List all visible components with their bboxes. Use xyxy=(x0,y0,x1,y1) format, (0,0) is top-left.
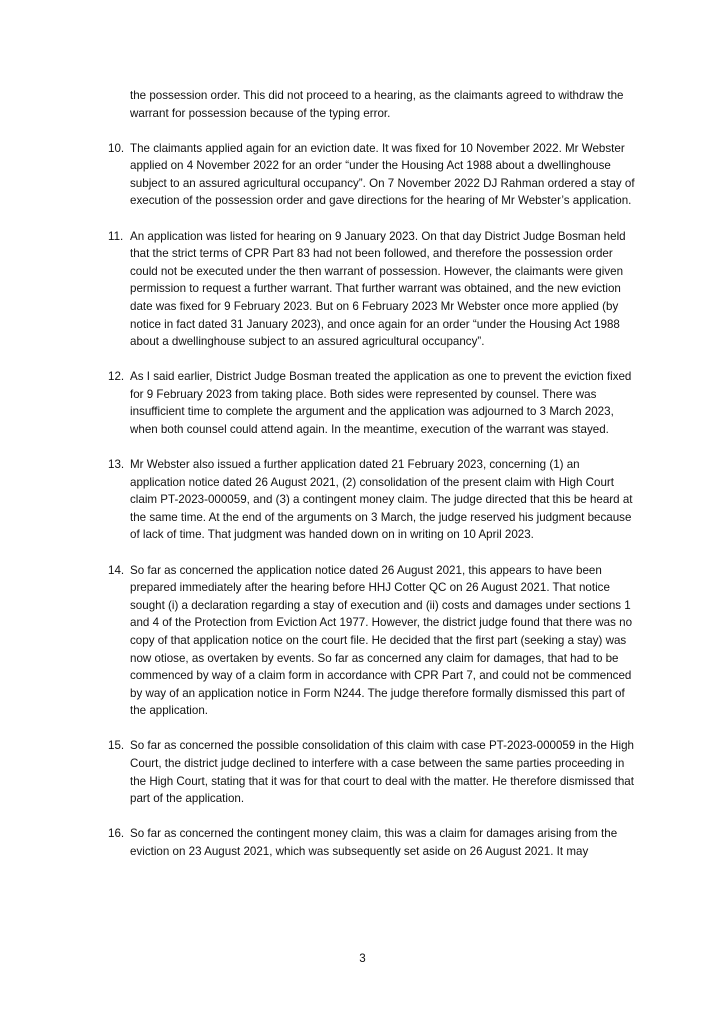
paragraph-number: 12. xyxy=(108,370,125,384)
paragraph-text: The claimants applied again for an eviction date. It was fixed for 10 November 2022. Mr Webster applied on 4 November 2022 for an order “under the Housing Act 1988 about a dwellinghouse subject to an assured agricultural occupancy”. On 7 November 2022 DJ Rahman ordered a stay of execution of the possession order and gave directions for the hearing of Mr Webster’s application. xyxy=(130,141,635,208)
paragraph-text: Mr Webster also issued a further application dated 21 February 2023, concerning (1) an application notice dated 26 August 2021, (2) consolidation of the present claim with High Court claim PT-2023-000059, and (3) a contingent money claim. The judge directed that this be heard at the same time. At the end of the arguments on 3 March, the judge reserved his judgment because of lack of time. That judgment was handed down on in writing on 10 April 2023. xyxy=(130,458,633,542)
numbered-paragraph-15 xyxy=(108,737,638,807)
document-body xyxy=(108,87,638,878)
continuation-text: the possession order. This did not proceed to a hearing, as the claimants agreed to withdraw the warrant for possession because of the typing error. xyxy=(130,89,624,120)
paragraph-number: 15. xyxy=(108,739,125,753)
paragraph-number: 14. xyxy=(108,563,125,577)
paragraph-number: 11. xyxy=(108,229,124,243)
numbered-paragraph-16 xyxy=(108,825,638,860)
numbered-paragraph-13 xyxy=(108,456,638,544)
paragraph-number: 10. xyxy=(108,141,125,155)
paragraph-text: So far as concerned the possible consolidation of this claim with case PT-2023-000059 in the High Court, the district judge declined to interfere with a case between the same parties proceeding in the High Court, stating that it was for that court to deal with the matter. He therefore dismissed that part of the application. xyxy=(130,739,634,806)
numbered-paragraph-10 xyxy=(108,140,638,210)
numbered-paragraph-11 xyxy=(108,228,638,351)
paragraph-text: So far as concerned the application notice dated 26 August 2021, this appears to have been prepared immediately after the hearing before HHJ Cotter QC on 26 August 2021. That notice sought (i) a declaration regarding a stay of execution and (ii) costs and damages under sections 1 and 4 of the Protection from Eviction Act 1977. However, the district judge found that there was no copy of that application notice on the court file. He decided that the first part (seeking a stay) was now otiose, as overtaken by events. So far as concerned any claim for damages, that had to be commenced by way of a claim form in accordance with CPR Part 7, and could not be commenced by way of an application notice in Form N244. The judge therefore formally dismissed this part of the application. xyxy=(130,563,633,718)
paragraph-number: 16. xyxy=(108,827,125,841)
paragraph-text: An application was listed for hearing on 9 January 2023. On that day District Judge Bosman held that the strict terms of CPR Part 83 had not been followed, and therefore the possession order could not be executed under the then warrant of possession. However, the claimants were given permission to request a further warrant. That further warrant was obtained, and the new eviction date was fixed for 9 February 2023. But on 6 February 2023 Mr Webster once more applied (by notice in fact dated 31 January 2023), and once again for an order “under the Housing Act 1988 about a dwellinghouse subject to an assured agricultural occupancy”. xyxy=(130,229,626,349)
continuation-paragraph xyxy=(108,87,638,122)
paragraph-text: So far as concerned the contingent money claim, this was a claim for damages arising from the eviction on 23 August 2021, which was subsequently set aside on 26 August 2021. It may xyxy=(130,827,618,858)
numbered-paragraph-12 xyxy=(108,368,638,438)
page-number: 3 xyxy=(359,952,366,965)
numbered-paragraph-14 xyxy=(108,562,638,720)
paragraph-number: 13. xyxy=(108,458,125,472)
paragraph-text: As I said earlier, District Judge Bosman treated the application as one to prevent the eviction fixed for 9 February 2023 from taking place. Both sides were represented by counsel. There was insufficient time to complete the argument and the application was adjourned to 3 March 2023, when both counsel could attend again. In the meantime, execution of the warrant was stayed. xyxy=(130,370,632,436)
